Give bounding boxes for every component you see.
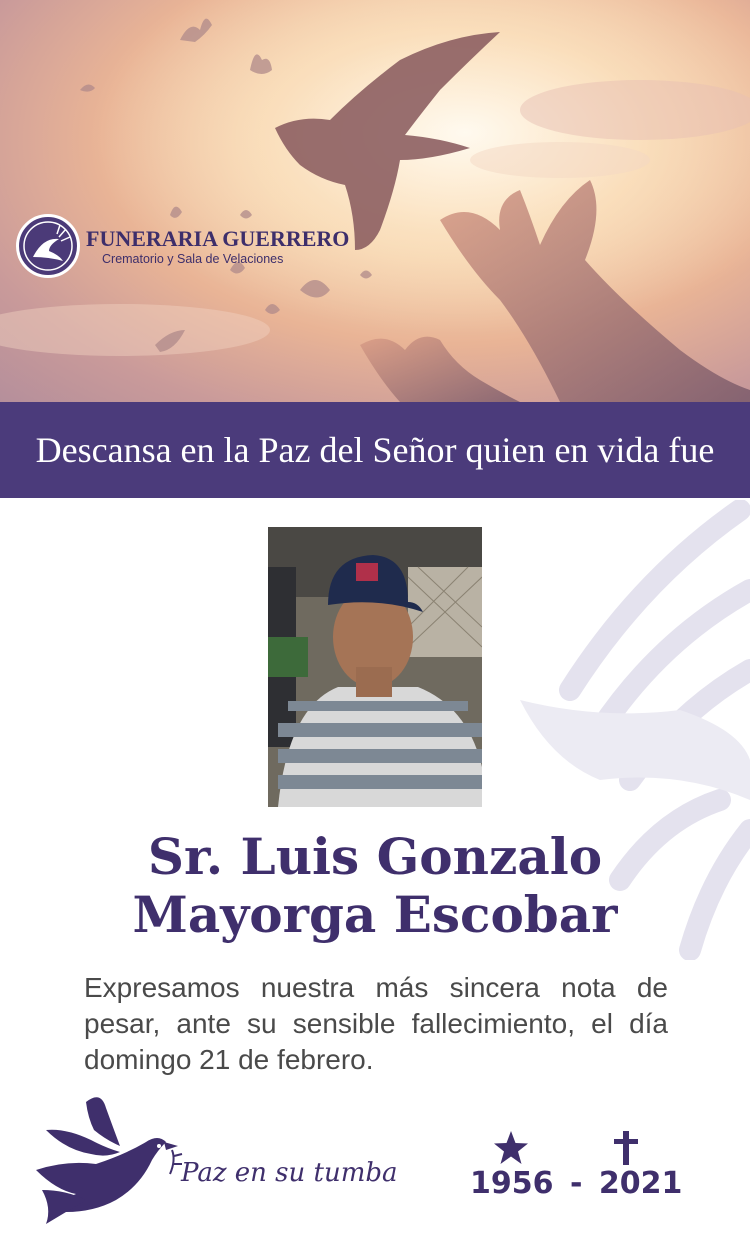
title-banner (0, 402, 750, 498)
paz-en-su-tumba: Paz en su tumba (181, 1158, 398, 1188)
brand-name: FUNERARIA GUERRERO (86, 226, 350, 251)
life-years (470, 1166, 682, 1201)
dove-icon (36, 1090, 186, 1224)
logo-emblem-icon (16, 214, 80, 278)
banner-text: Descansa en la Paz del Señor quien en vida fue (35, 430, 715, 470)
deceased-photo (268, 527, 482, 807)
brand-tagline: Crematorio y Sala de Velaciones (102, 252, 284, 266)
birth-year: 1956 (470, 1166, 554, 1201)
year-separator: - (569, 1166, 583, 1201)
deceased-name (0, 828, 750, 944)
death-cross-icon (612, 1130, 640, 1166)
hero-sky-scene (0, 0, 750, 402)
condolence-message: Expresamos nuestra más sincera nota de pesar, ante su sensible fallecimiento, el día domingo 21 de febrero. (84, 972, 668, 1075)
name-line-1: Sr. Luis Gonzalo (147, 827, 603, 886)
birth-star-icon (492, 1130, 530, 1166)
brand-logo (16, 214, 350, 278)
death-year: 2021 (598, 1166, 683, 1201)
hero-image (0, 0, 750, 402)
name-line-2: Mayorga Escobar (132, 885, 618, 944)
